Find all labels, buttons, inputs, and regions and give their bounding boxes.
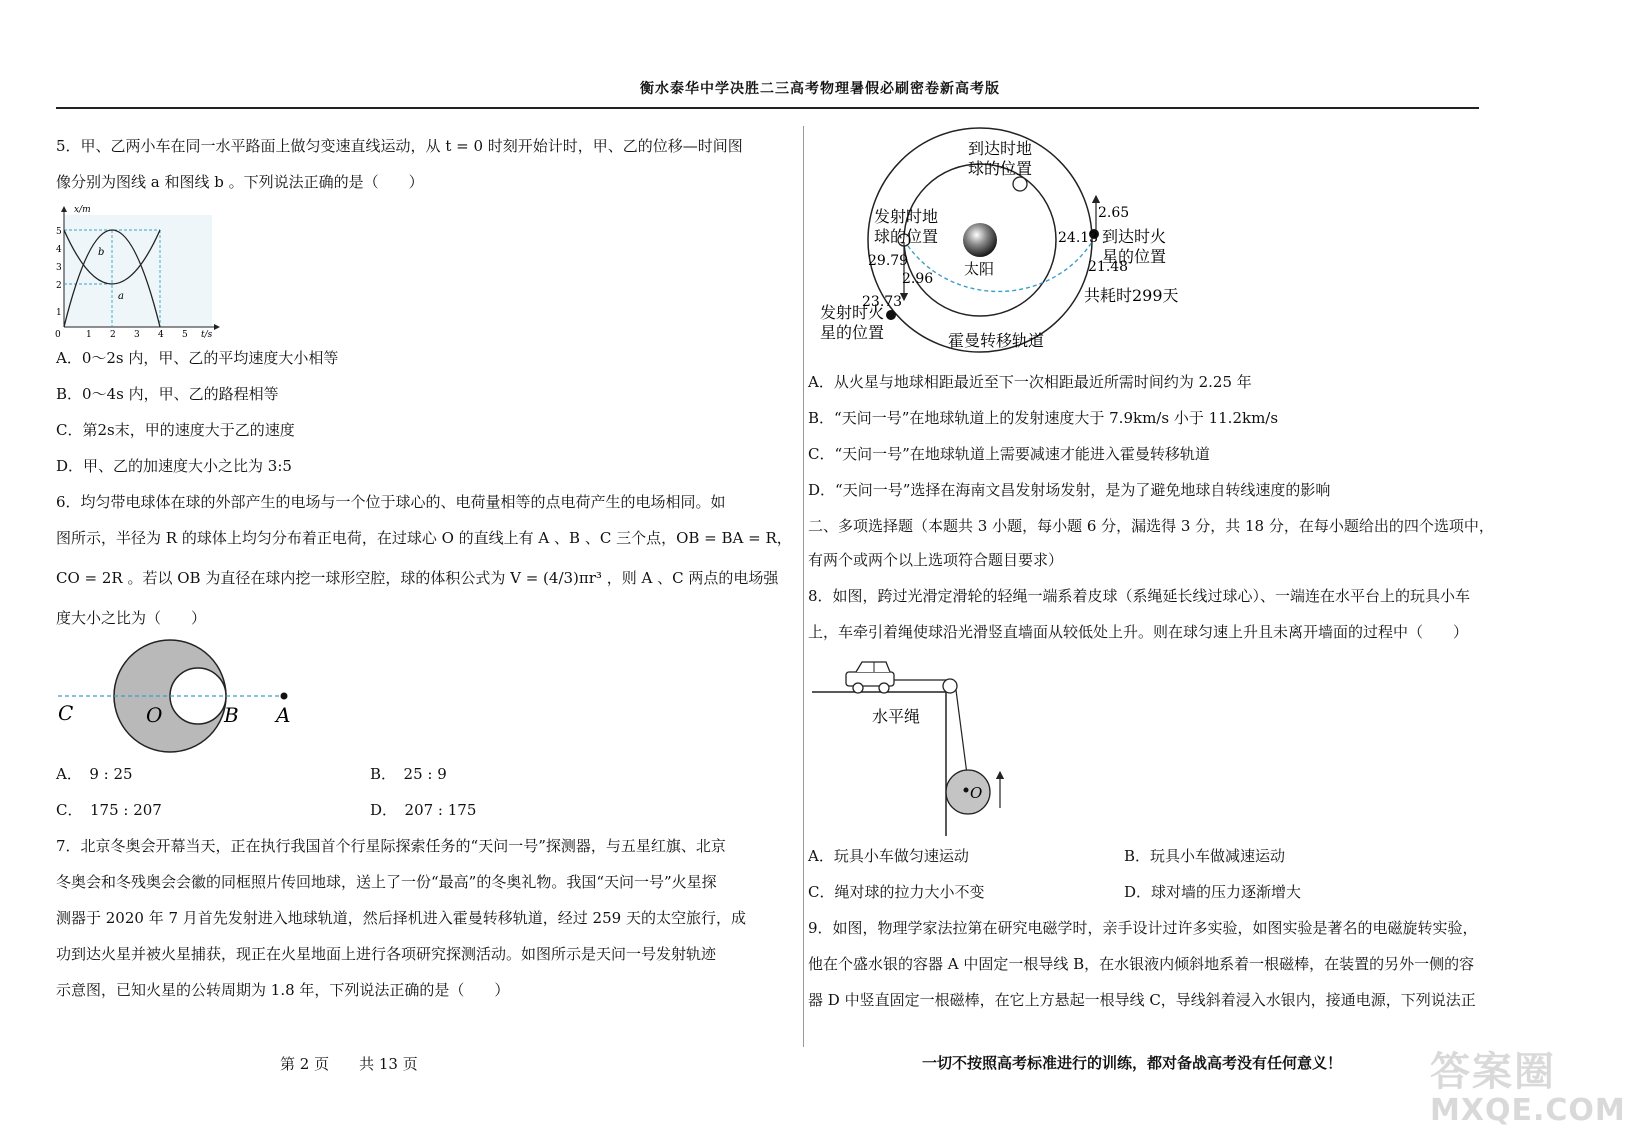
q5-option-b: B．0～4s 内，甲、乙的路程相等 bbox=[56, 385, 279, 403]
label-c: C bbox=[58, 701, 74, 725]
graph-ytick-4: 4 bbox=[56, 245, 62, 255]
ball-center-label: O bbox=[970, 784, 983, 802]
section2-heading-line-2: 有两个或两个以上选项符合题目要求） bbox=[808, 551, 1064, 569]
q8-stem-line-1: 8．如图，跨过光滑定滑轮的轻绳一端系着皮球（系绳延长线过球心）、一端连在水平台上的玩具小车 bbox=[808, 587, 1471, 605]
watermark-line-2: MXQE.COM bbox=[1430, 1093, 1626, 1128]
q7-stem-line-1: 7．北京冬奥会开幕当天，正在执行我国首个行星际探索任务的“天问一号”探测器，与五星红旗、北京 bbox=[56, 837, 726, 855]
speed-23-73: 23.73 bbox=[862, 294, 903, 310]
graph-shaded-area bbox=[64, 215, 212, 327]
mars-launch-position bbox=[886, 310, 896, 320]
duration-label: 共耗时299天 bbox=[1084, 286, 1179, 305]
q7-orbit-diagram bbox=[812, 124, 1212, 356]
q9-stem-line-2: 他在个盛水银的容器 A 中固定一根导线 B，在水银液内倾斜地系着一根磁棒，在装置的另外一侧的容 bbox=[808, 955, 1475, 973]
q6-option-b: B． 25 : 9 bbox=[370, 765, 447, 783]
launch-mars-label-2: 星的位置 bbox=[820, 323, 885, 342]
q6-option-d: D． 207 : 175 bbox=[370, 801, 477, 819]
q8-option-d: D．球对墙的压力逐渐增大 bbox=[1124, 883, 1302, 901]
arrive-earth-label-2: 球的位置 bbox=[968, 159, 1033, 178]
footer-slogan: 一切不按照高考标准进行的训练，都对备战高考没有任何意义！ bbox=[922, 1054, 1343, 1072]
graph-xtick-2: 2 bbox=[110, 330, 116, 340]
q6-stem-line-2: 图所示，半径为 R 的球体上均匀分布着正电荷，在过球心 O 的直线上有 A 、B 、C 三个点，OB = BA = R， bbox=[56, 529, 792, 547]
point-a-dot bbox=[281, 693, 288, 700]
speed-24-13: 24.13 bbox=[1058, 230, 1099, 246]
speed-29-79: 29.79 bbox=[868, 253, 909, 269]
ball bbox=[946, 770, 990, 814]
horizontal-rope-label: 水平绳 bbox=[872, 707, 921, 726]
graph-xtick-4: 4 bbox=[158, 330, 164, 340]
q6-stem-line-4: 度大小之比为（ ） bbox=[56, 609, 207, 627]
q5-stem-line-1: 5．甲、乙两小车在同一水平路面上做匀变速直线运动，从 t = 0 时刻开始计时，甲、乙的位移—时间图 bbox=[56, 137, 743, 155]
q8-stem-line-2: 上，车牵引着绳使球沿光滑竖直墙面从较低处上升。则在球匀速上升且未离开墙面的过程中（ ） bbox=[808, 623, 1469, 641]
q7-option-d: D．“天问一号”选择在海南文昌发射场发射，是为了避免地球自转线速度的影响 bbox=[808, 481, 1331, 499]
graph-ylabel: x/m bbox=[74, 205, 91, 215]
q7-stem-line-3: 测器于 2020 年 7 月首先发射进入地球轨道，然后择机进入霍曼转移轨道，经过 259 天的太空旅行，成 bbox=[56, 909, 746, 927]
q7-option-b: B．“天问一号”在地球轨道上的发射速度大于 7.9km/s 小于 11.2km/s bbox=[808, 409, 1279, 427]
q6-sphere-figure bbox=[52, 638, 302, 756]
q9-stem-line-1: 9．如图，物理学家法拉第在研究电磁学时，亲手设计过许多实验，如图实验是著名的电磁旋转实验， bbox=[808, 919, 1478, 937]
q6-option-c: C． 175 : 207 bbox=[56, 801, 162, 819]
arrive-earth-label-1: 到达时地 bbox=[968, 139, 1033, 158]
graph-curve-a-label: a bbox=[118, 291, 124, 302]
q7-stem-line-5: 示意图，已知火星的公转周期为 1.8 年，下列说法正确的是（ ） bbox=[56, 981, 510, 999]
ball-center bbox=[964, 788, 969, 793]
launch-mars-label-1: 发射时火 bbox=[820, 303, 885, 322]
q9-stem-line-3: 器 D 中竖直固定一根磁棒，在它上方悬起一根导线 C，导线斜着浸入水银内，接通电源，下列说法正 bbox=[808, 991, 1476, 1009]
graph-ytick-3: 3 bbox=[56, 263, 62, 273]
q5-xt-graph bbox=[54, 203, 224, 341]
toy-car bbox=[846, 662, 894, 693]
pulley bbox=[943, 679, 957, 693]
q7-option-c: C．“天问一号”在地球轨道上需要减速才能进入霍曼转移轨道 bbox=[808, 445, 1210, 463]
launch-earth-label-2: 球的位置 bbox=[874, 227, 939, 246]
q7-stem-line-4: 功到达火星并被火星捕获，现正在火星地面上进行各项研究探测活动。如图所示是天问一号发射轨迹 bbox=[56, 945, 717, 963]
launch-earth-label-1: 发射时地 bbox=[874, 207, 939, 226]
q8-option-b: B．玩具小车做减速运动 bbox=[1124, 847, 1286, 865]
graph-ytick-1: 1 bbox=[56, 308, 62, 318]
speed-21-48: 21.48 bbox=[1088, 259, 1129, 275]
q5-option-a: A．0～2s 内，甲、乙的平均速度大小相等 bbox=[56, 349, 339, 367]
header-rule bbox=[56, 107, 1479, 109]
graph-xlabel: t/s bbox=[201, 330, 213, 340]
label-b: B bbox=[224, 703, 239, 727]
q6-stem-line-3: CO = 2R 。若以 OB 为直径在球内挖一球形空腔，球的体积公式为 V = (4/3)πr³ ，则 A 、C 两点的电场强 bbox=[56, 569, 779, 587]
speed-2-65: 2.65 bbox=[1098, 205, 1130, 221]
q5-stem-line-2: 像分别为图线 a 和图线 b 。下列说法正确的是（ ） bbox=[56, 173, 424, 191]
rope-to-ball bbox=[956, 690, 968, 782]
sun bbox=[963, 223, 997, 257]
q7-stem-line-2: 冬奥会和冬残奥会会徽的同框照片传回地球，送上了一份“最高”的冬奥礼物。我国“天问一号”火星探 bbox=[56, 873, 717, 891]
label-o: O bbox=[146, 703, 163, 727]
q8-option-a: A．玩具小车做匀速运动 bbox=[808, 847, 969, 865]
q7-option-a: A．从火星与地球相距最近至下一次相距最近所需时间约为 2.25 年 bbox=[808, 373, 1252, 391]
section2-heading-line-1: 二、多项选择题（本题共 3 小题，每小题 6 分，漏选得 3 分，共 18 分，在每小题给出的四个选项中， bbox=[808, 517, 1494, 535]
graph-ytick-5: 5 bbox=[56, 227, 62, 237]
page-number-footer: 第 2 页 共 13 页 bbox=[280, 1055, 418, 1073]
earth-arrival-position bbox=[1013, 177, 1027, 191]
q5-option-c: C．第2s末，甲的速度大于乙的速度 bbox=[56, 421, 295, 439]
watermark-logo bbox=[1430, 1040, 1626, 1128]
label-a: A bbox=[276, 703, 291, 727]
q8-option-c: C．绳对球的拉力大小不变 bbox=[808, 883, 985, 901]
sun-label: 太阳 bbox=[964, 260, 995, 278]
q5-option-d: D．甲、乙的加速度大小之比为 3:5 bbox=[56, 457, 292, 475]
graph-curve-b-label: b bbox=[98, 247, 105, 258]
page-header-title: 衡水泰华中学决胜二三高考物理暑假必刷密卷新高考版 bbox=[640, 81, 1000, 97]
watermark-line-1: 答案圈 bbox=[1430, 1049, 1556, 1095]
graph-xtick-1: 1 bbox=[86, 330, 92, 340]
q6-option-a: A． 9 : 25 bbox=[56, 765, 133, 783]
q8-pulley-figure bbox=[806, 652, 1026, 838]
q6-stem-line-1: 6．均匀带电球体在球的外部产生的电场与一个位于球心的、电荷量相等的点电荷产生的电场相同。如 bbox=[56, 493, 726, 511]
graph-xtick-5: 5 bbox=[182, 330, 188, 340]
arrive-mars-label-2: 星的位置 bbox=[1102, 247, 1167, 266]
column-divider bbox=[803, 126, 804, 1047]
graph-xtick-3: 3 bbox=[134, 330, 140, 340]
transfer-orbit-label: 霍曼转移轨道 bbox=[948, 331, 1045, 350]
speed-2-96: 2.96 bbox=[902, 271, 934, 287]
graph-ytick-2: 2 bbox=[56, 281, 62, 291]
graph-ytick-0: 0 bbox=[55, 330, 61, 340]
arrive-mars-label-1: 到达时火 bbox=[1102, 227, 1167, 246]
